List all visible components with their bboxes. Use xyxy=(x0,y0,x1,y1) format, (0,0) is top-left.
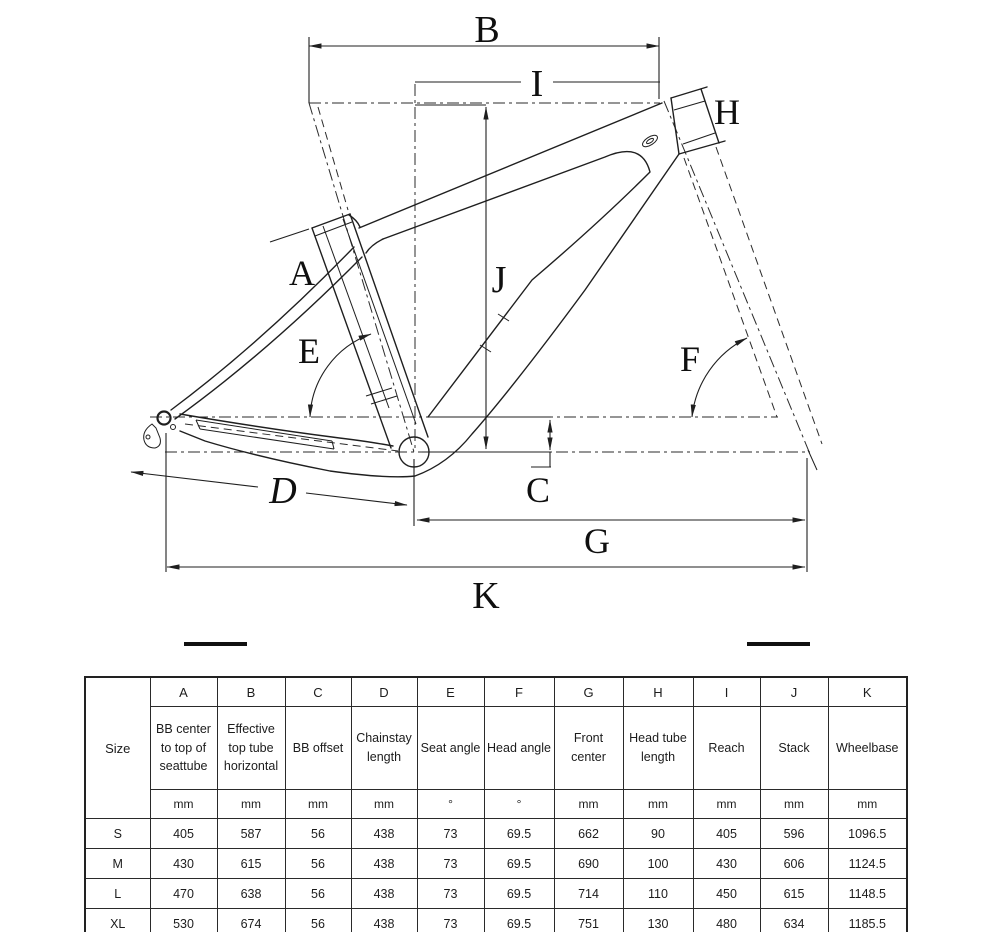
value-cell: 751 xyxy=(554,909,623,932)
unit-cell: ° xyxy=(484,790,554,819)
size-cell: S xyxy=(85,819,150,849)
size-cell: XL xyxy=(85,909,150,932)
dim-F-arc xyxy=(692,338,747,417)
table-row-units xyxy=(85,790,907,819)
value-cell: 100 xyxy=(623,849,693,879)
value-cell: 530 xyxy=(150,909,217,932)
value-cell: 1148.5 xyxy=(828,879,907,909)
label-G: G xyxy=(584,521,610,561)
table-row-size-m xyxy=(85,849,907,879)
head-tube-axis xyxy=(664,101,810,454)
label-E: E xyxy=(298,331,320,371)
cable-port xyxy=(641,133,660,149)
unit-cell: mm xyxy=(217,790,285,819)
letter-cell: D xyxy=(351,677,417,707)
value-cell: 634 xyxy=(760,909,828,932)
unit-cell: ° xyxy=(417,790,484,819)
value-cell: 714 xyxy=(554,879,623,909)
bike-frame xyxy=(144,87,725,477)
value-cell: 110 xyxy=(623,879,693,909)
label-C: C xyxy=(525,470,551,510)
dim-J xyxy=(415,105,486,449)
dimension-labels xyxy=(268,9,740,617)
value-cell: 430 xyxy=(693,849,760,879)
value-cell: 587 xyxy=(217,819,285,849)
value-cell: 69.5 xyxy=(484,849,554,879)
value-cell: 606 xyxy=(760,849,828,879)
size-header-cell: Size xyxy=(85,677,150,819)
seatpost-extension-dashed xyxy=(318,107,348,210)
letter-cell: E xyxy=(417,677,484,707)
down-tube xyxy=(180,133,679,477)
table-row-size-l xyxy=(85,879,907,909)
unit-cell: mm xyxy=(285,790,351,819)
letter-cell: A xyxy=(150,677,217,707)
desc-cell: Stack xyxy=(760,707,828,790)
front-mech-tick xyxy=(371,396,397,404)
unit-cell: mm xyxy=(623,790,693,819)
desc-cell: Wheelbase xyxy=(828,707,907,790)
size-cell: M xyxy=(85,849,150,879)
value-cell: 56 xyxy=(285,879,351,909)
value-cell: 73 xyxy=(417,879,484,909)
value-cell: 1185.5 xyxy=(828,909,907,932)
dim-G xyxy=(414,458,807,572)
desc-cell: BB center to top of seattube xyxy=(150,707,217,790)
value-cell: 73 xyxy=(417,819,484,849)
size-cell: L xyxy=(85,879,150,909)
desc-cell: Head angle xyxy=(484,707,554,790)
front-axle-tick xyxy=(808,450,817,470)
fork-right-dashed xyxy=(716,147,822,444)
value-cell: 130 xyxy=(623,909,693,932)
dim-K xyxy=(166,433,805,572)
letter-cell: F xyxy=(484,677,554,707)
seat-tube xyxy=(312,214,428,448)
letter-cell: C xyxy=(285,677,351,707)
unit-cell: mm xyxy=(693,790,760,819)
chainstay-hidden-dashed xyxy=(185,424,398,451)
label-I: I xyxy=(530,63,544,105)
letter-cell: K xyxy=(828,677,907,707)
value-cell: 405 xyxy=(693,819,760,849)
value-cell: 69.5 xyxy=(484,879,554,909)
value-cell: 480 xyxy=(693,909,760,932)
desc-cell: Effective top tube horizontal xyxy=(217,707,285,790)
value-cell: 69.5 xyxy=(484,819,554,849)
unit-cell: mm xyxy=(760,790,828,819)
unit-cell: mm xyxy=(554,790,623,819)
letter-cell: H xyxy=(623,677,693,707)
value-cell: 1124.5 xyxy=(828,849,907,879)
desc-cell: Chainstay length xyxy=(351,707,417,790)
reference-centerlines xyxy=(150,84,817,470)
label-D: D xyxy=(269,470,297,512)
value-cell: 438 xyxy=(351,819,417,849)
bottle-boss-tick xyxy=(498,314,509,321)
value-cell: 596 xyxy=(760,819,828,849)
desc-cell: Head tube length xyxy=(623,707,693,790)
value-cell: 615 xyxy=(217,849,285,879)
value-cell: 73 xyxy=(417,909,484,932)
value-cell: 1096.5 xyxy=(828,819,907,849)
label-A: A xyxy=(289,253,315,293)
dim-A-extension xyxy=(270,229,309,242)
value-cell: 405 xyxy=(150,819,217,849)
dimension-lines xyxy=(131,37,807,572)
unit-cell: mm xyxy=(351,790,417,819)
value-cell: 56 xyxy=(285,819,351,849)
value-cell: 430 xyxy=(150,849,217,879)
desc-cell: Reach xyxy=(693,707,760,790)
geometry-table xyxy=(84,676,908,932)
value-cell: 662 xyxy=(554,819,623,849)
value-cell: 90 xyxy=(623,819,693,849)
value-cell: 638 xyxy=(217,879,285,909)
label-F: F xyxy=(679,339,701,379)
desc-cell: Front center xyxy=(554,707,623,790)
value-cell: 615 xyxy=(760,879,828,909)
label-J: J xyxy=(491,259,507,301)
label-H: H xyxy=(714,92,740,132)
table-row-letters xyxy=(85,677,907,707)
value-cell: 56 xyxy=(285,849,351,879)
label-B: B xyxy=(474,9,500,51)
desc-cell: BB offset xyxy=(285,707,351,790)
seat-stay xyxy=(171,247,362,419)
value-cell: 56 xyxy=(285,909,351,932)
letter-cell: G xyxy=(554,677,623,707)
letter-cell: J xyxy=(760,677,828,707)
unit-cell: mm xyxy=(150,790,217,819)
value-cell: 690 xyxy=(554,849,623,879)
value-cell: 438 xyxy=(351,909,417,932)
value-cell: 438 xyxy=(351,879,417,909)
value-cell: 674 xyxy=(217,909,285,932)
value-cell: 450 xyxy=(693,879,760,909)
value-cell: 69.5 xyxy=(484,909,554,932)
letter-cell: I xyxy=(693,677,760,707)
value-cell: 73 xyxy=(417,849,484,879)
value-cell: 470 xyxy=(150,879,217,909)
unit-cell: mm xyxy=(828,790,907,819)
table-row-size-xl xyxy=(85,909,907,932)
table-row-descriptions xyxy=(85,707,907,790)
label-K: K xyxy=(472,575,500,617)
letter-cell: B xyxy=(217,677,285,707)
desc-cell: Seat angle xyxy=(417,707,484,790)
table-row-size-s xyxy=(85,819,907,849)
value-cell: 438 xyxy=(351,849,417,879)
